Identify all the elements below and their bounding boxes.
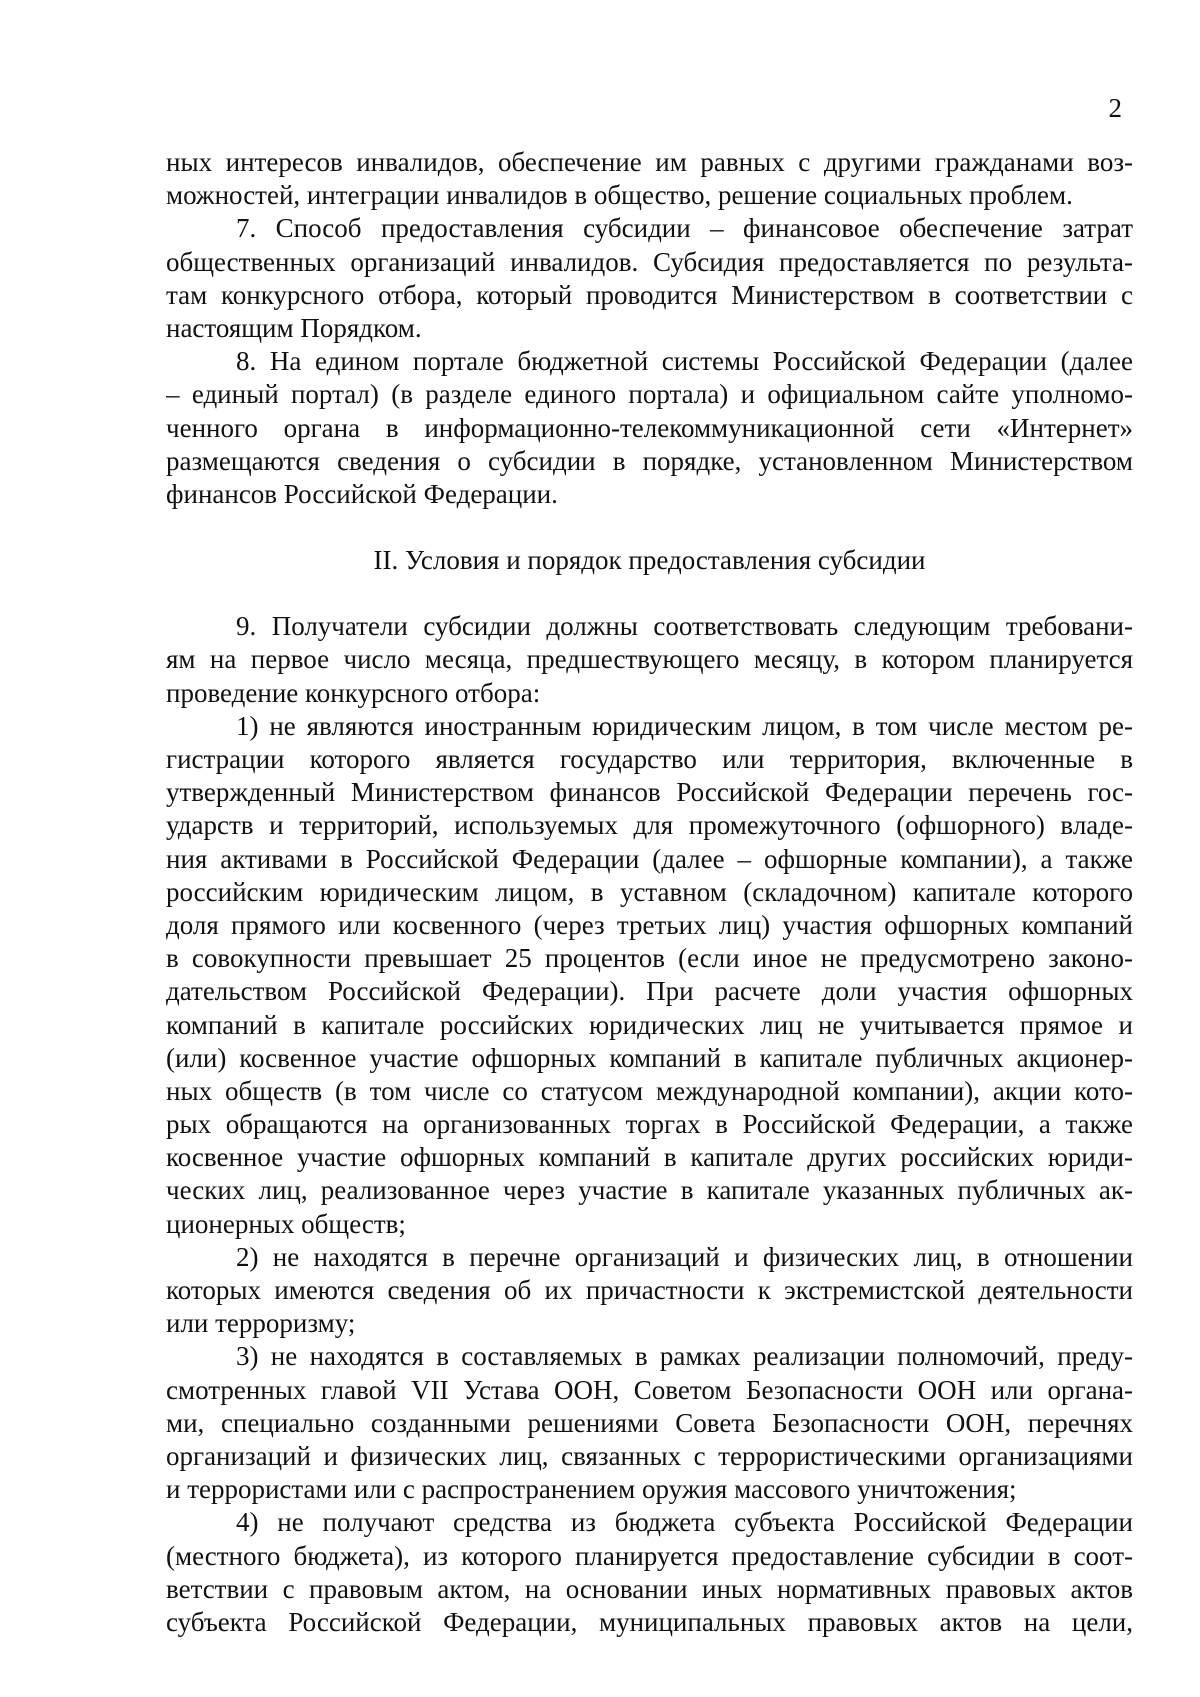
text-line: организаций и физических лиц, связанных с террористическими организациями <box>166 1440 1133 1471</box>
list-item-2-start: 2) не находятся в перечне организаций и физических лиц, в отношении <box>236 1241 1133 1272</box>
text-line: российским юридическим лицом, в уставном (складочном) капитале которого <box>166 876 1133 907</box>
text-line: (или) косвенное участие офшорных компаний в капитале публичных акционер- <box>166 1042 1133 1073</box>
text-line: ния активами в Российской Федерации (далее – офшорные компании), а также <box>166 843 1133 874</box>
text-line: проведение конкурсного отбора: <box>166 677 541 708</box>
paragraph-7-start: 7. Способ предоставления субсидии – финансовое обеспечение затрат <box>236 213 1133 244</box>
text-line: рых обращаются на организованных торгах в Российской Федерации, а также <box>166 1109 1133 1140</box>
text-line: ченного органа в информационно-телекоммуникационной сети «Интернет» <box>166 412 1133 443</box>
text-line: в совокупности превышает 25 процентов (если иное не предусмотрено законо- <box>166 943 1133 974</box>
text-line: ных интересов инвалидов, обеспечение им равных с другими гражданами воз- <box>166 147 1133 177</box>
text-line: ям на первое число месяца, предшествующего месяцу, в котором планируется <box>166 644 1133 675</box>
text-line: ционерных обществ; <box>166 1208 406 1239</box>
text-line: гистрации которого является государство или территория, включенные в <box>166 744 1133 774</box>
paragraph-9-start: 9. Получатели субсидии должны соответствовать следующим требовани- <box>236 611 1133 642</box>
text-line: общественных организаций инвалидов. Субсидия предоставляется по результа- <box>166 246 1133 277</box>
text-line: ударств и территорий, используемых для промежуточного (офшорного) владе- <box>166 810 1133 841</box>
text-line: дательством Российской Федерации). При расчете доли участия офшорных <box>166 976 1133 1007</box>
text-line: смотренных главой VII Устава ООН, Советом Безопасности ООН или органа- <box>166 1374 1133 1405</box>
text-line: финансов Российской Федерации. <box>166 478 558 509</box>
text-line: размещаются сведения о субсидии в порядке, установленном Министерством <box>166 445 1133 476</box>
document-body <box>166 146 1133 1639</box>
text-line: или терроризму; <box>166 1308 356 1339</box>
text-line: там конкурсного отбора, который проводится Министерством в соответствии с <box>166 279 1133 310</box>
text-line: можностей, интеграции инвалидов в общество, решение социальных проблем. <box>166 180 1073 211</box>
text-line: субъекта Российской Федерации, муниципальных правовых актов на цели, <box>166 1606 1133 1637</box>
text-line: утвержденный Министерством финансов Российской Федерации перечень гос- <box>166 777 1133 808</box>
text-line: ческих лиц, реализованное через участие в капитале указанных публичных ак- <box>166 1175 1133 1206</box>
list-item-1-start: 1) не являются иностранным юридическим лицом, в том числе местом ре- <box>236 710 1133 741</box>
list-item-3-start: 3) не находятся в составляемых в рамках реализации полномочий, преду- <box>236 1341 1133 1372</box>
page-number: 2 <box>1108 93 1122 123</box>
section-heading: II. Условия и порядок предоставления субсидии <box>373 545 926 576</box>
text-line: ветствии с правовым актом, на основании иных нормативных правовых актов <box>166 1573 1133 1604</box>
text-line: компаний в капитале российских юридических лиц не учитывается прямое и <box>166 1009 1133 1040</box>
text-line: доля прямого или косвенного (через третьих лиц) участия офшорных компаний <box>166 909 1133 940</box>
text-line: косвенное участие офшорных компаний в капитале других российских юриди- <box>166 1142 1133 1173</box>
text-line: настоящим Порядком. <box>166 312 422 343</box>
text-line: которых имеются сведения об их причастности к экстремистской деятельности <box>166 1275 1133 1305</box>
text-line: (местного бюджета), из которого планируется предоставление субсидии в соот- <box>166 1540 1133 1571</box>
list-item-4-start: 4) не получают средства из бюджета субъекта Российской Федерации <box>236 1507 1133 1538</box>
text-line: ных обществ (в том числе со статусом международной компании), акции кото- <box>166 1075 1133 1106</box>
text-line: – единый портал) (в разделе единого портала) и официальном сайте уполномо- <box>166 379 1133 410</box>
text-line: ми, специально созданными решениями Совета Безопасности ООН, перечнях <box>166 1407 1133 1438</box>
text-line: и террористами или с распространением оружия массового уничтожения; <box>166 1474 1017 1505</box>
paragraph-8-start: 8. На едином портале бюджетной системы Российской Федерации (далее <box>236 346 1133 377</box>
